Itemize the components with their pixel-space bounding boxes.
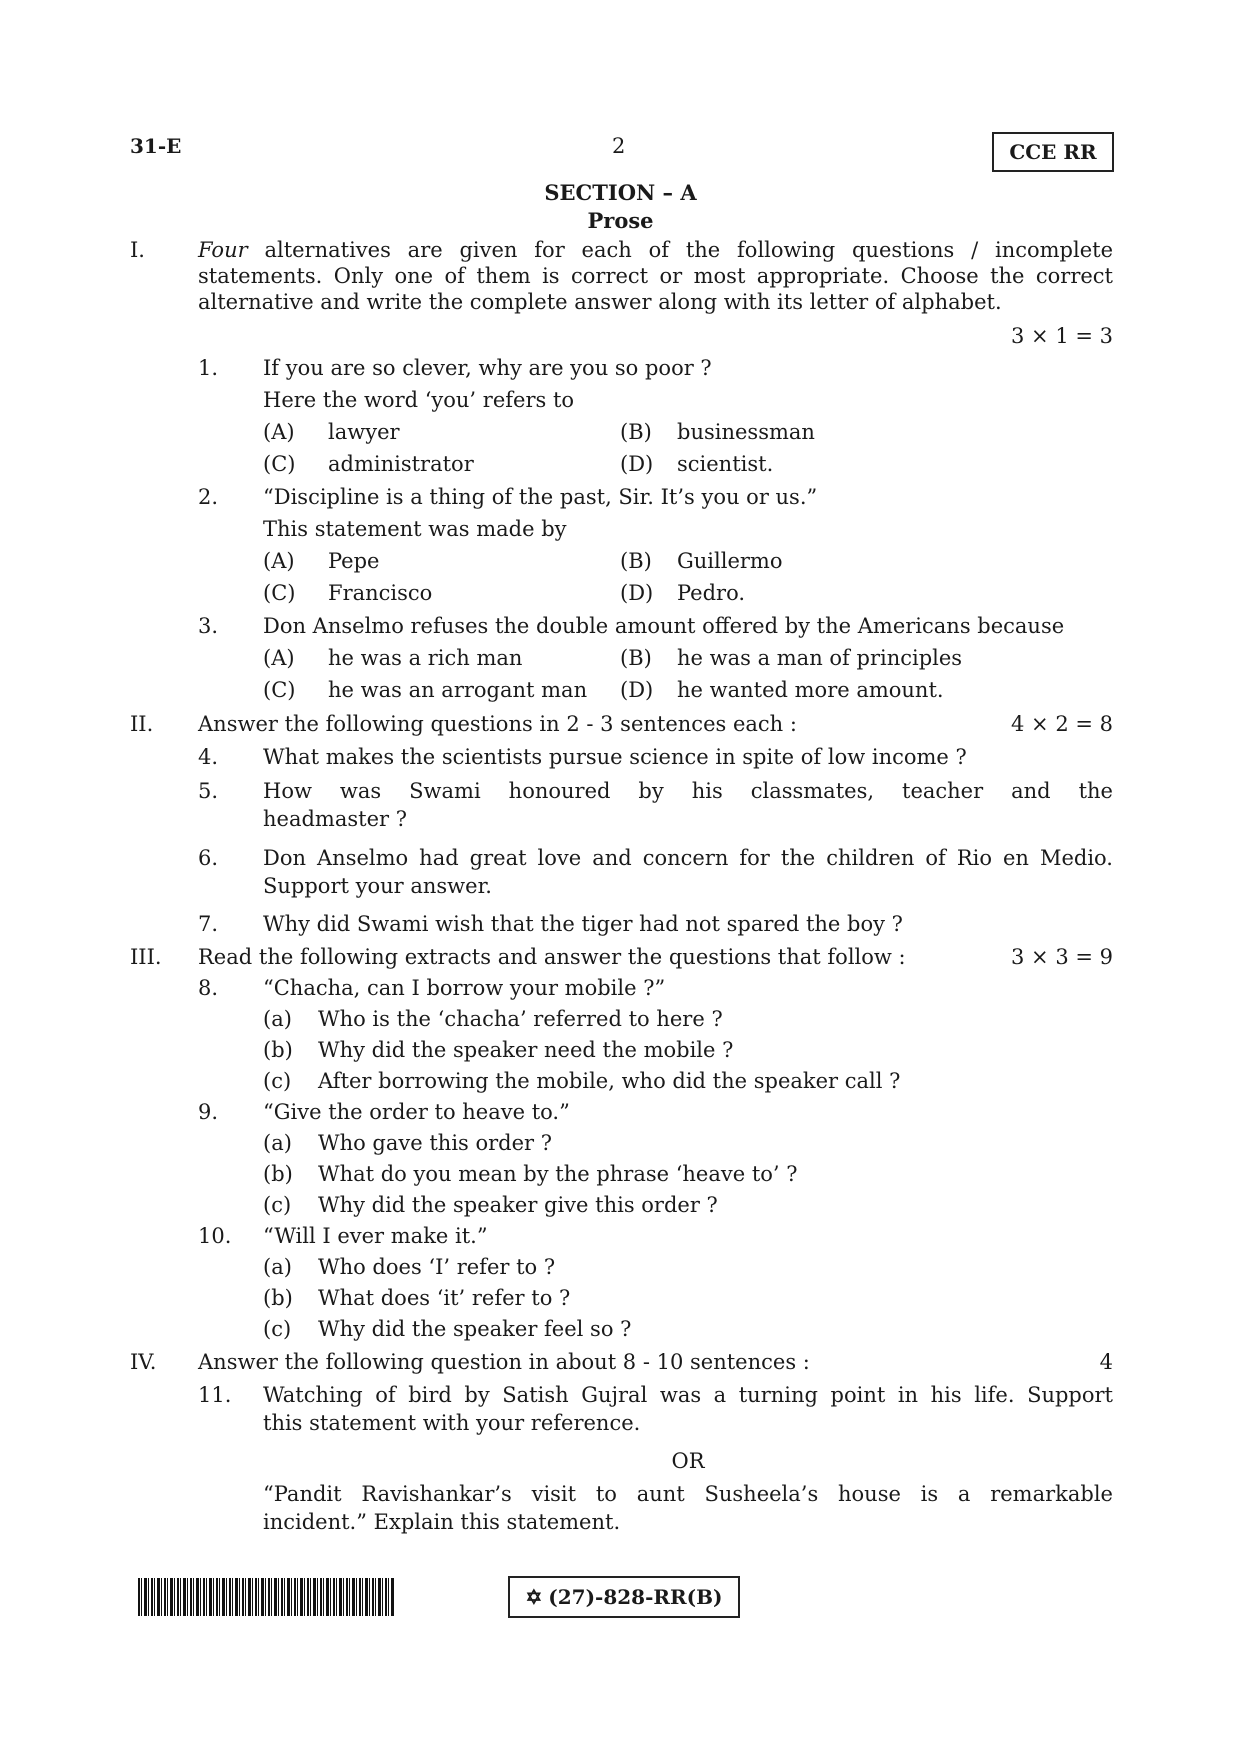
footer-code-box xyxy=(508,1576,740,1618)
question-text: “Discipline is a thing of the past, Sir. It’s you or us.” xyxy=(263,485,818,509)
option-text: Francisco xyxy=(328,581,433,605)
option-letter: (D) xyxy=(620,452,654,476)
option-text: he was a man of principles xyxy=(677,646,963,670)
sub-question: Why did the speaker feel so ? xyxy=(318,1317,632,1341)
star-of-david-icon: ✡ xyxy=(525,1585,543,1609)
option-text: lawyer xyxy=(328,420,400,444)
part4-roman: IV. xyxy=(130,1350,157,1374)
option-letter: (C) xyxy=(263,452,296,476)
option-letter: (A) xyxy=(263,420,295,444)
barcode xyxy=(138,1578,394,1616)
question-text xyxy=(263,779,1113,831)
sub-question: Who gave this order ? xyxy=(318,1131,553,1155)
question-text-line1: How was Swami honoured by his classmates, teacher and the xyxy=(263,779,1113,803)
question-number: 8. xyxy=(198,976,219,1000)
question-text-line2: This statement was made by xyxy=(263,517,567,541)
part3-roman: III. xyxy=(130,945,162,969)
question-text-line2: Here the word ‘you’ refers to xyxy=(263,388,575,412)
sub-question: Why did the speaker need the mobile ? xyxy=(318,1038,734,1062)
alternative-line1: “Pandit Ravishankar’s visit to aunt Susheela’s house is a remarkable xyxy=(263,1482,1113,1506)
option-letter: (C) xyxy=(263,678,296,702)
option-text: businessman xyxy=(677,420,815,444)
sub-question: What does ‘it’ refer to ? xyxy=(318,1286,571,1310)
question-number: 1. xyxy=(198,356,219,380)
or-label: OR xyxy=(671,1449,705,1473)
part3-instruction: Read the following extracts and answer the questions that follow : xyxy=(198,945,906,969)
question-number: 10. xyxy=(198,1224,232,1248)
sub-letter: (a) xyxy=(263,1255,292,1279)
extract-text: “Will I ever make it.” xyxy=(263,1224,488,1248)
section-subtitle: Prose xyxy=(587,208,654,233)
sub-question: What do you mean by the phrase ‘heave to’ ? xyxy=(318,1162,798,1186)
option-letter: (C) xyxy=(263,581,296,605)
part1-instruction-line3: alternative and write the complete answer along with its letter of alphabet. xyxy=(198,290,1002,314)
question-text: Why did Swami wish that the tiger had not spared the boy ? xyxy=(263,912,903,936)
sub-letter: (c) xyxy=(263,1317,292,1341)
option-text: Pepe xyxy=(328,549,380,573)
part2-roman: II. xyxy=(130,712,154,736)
sub-letter: (b) xyxy=(263,1286,293,1310)
question-number: 5. xyxy=(198,779,219,803)
alternative-question-text xyxy=(263,1482,1113,1534)
alternative-line2: incident.” Explain this statement. xyxy=(263,1510,621,1534)
sub-question: Who is the ‘chacha’ referred to here ? xyxy=(318,1007,723,1031)
part1-marks: 3 × 1 = 3 xyxy=(1011,324,1113,348)
sub-question: After borrowing the mobile, who did the speaker call ? xyxy=(318,1069,901,1093)
part2-marks: 4 × 2 = 8 xyxy=(1011,712,1113,736)
part1-instruction xyxy=(198,238,1113,314)
question-text xyxy=(263,846,1113,898)
part1-instruction-line1-text: alternatives are given for each of the following questions / incomplete xyxy=(247,238,1113,262)
question-text: What makes the scientists pursue science in spite of low income ? xyxy=(263,745,967,769)
sub-question: Why did the speaker give this order ? xyxy=(318,1193,718,1217)
part1-instruction-line1 xyxy=(198,238,1113,262)
part4-marks: 4 xyxy=(1099,1350,1113,1374)
extract-text: “Chacha, can I borrow your mobile ?” xyxy=(263,976,666,1000)
sub-letter: (b) xyxy=(263,1038,293,1062)
option-text: administrator xyxy=(328,452,474,476)
page-number: 2 xyxy=(612,134,626,158)
part1-instruction-line2: statements. Only one of them is correct or most appropriate. Choose the correct xyxy=(198,264,1113,288)
extract-text: “Give the order to heave to.” xyxy=(263,1100,570,1124)
option-letter: (A) xyxy=(263,549,295,573)
option-letter: (B) xyxy=(620,646,652,670)
part3-marks: 3 × 3 = 9 xyxy=(1011,945,1113,969)
question-text: Don Anselmo refuses the double amount offered by the Americans because xyxy=(263,614,1065,638)
option-letter: (B) xyxy=(620,549,652,573)
option-text: he was a rich man xyxy=(328,646,523,670)
sub-letter: (a) xyxy=(263,1007,292,1031)
question-number: 4. xyxy=(198,745,219,769)
sub-letter: (a) xyxy=(263,1131,292,1155)
question-text-line2: headmaster ? xyxy=(263,807,407,831)
option-letter: (A) xyxy=(263,646,295,670)
footer-code: (27)-828-RR(B) xyxy=(548,1585,723,1609)
question-number: 7. xyxy=(198,912,219,936)
question-text-line2: this statement with your reference. xyxy=(263,1411,641,1435)
question-text-line1: Watching of bird by Satish Gujral was a turning point in his life. Support xyxy=(263,1383,1113,1407)
part2-instruction: Answer the following questions in 2 - 3 sentences each : xyxy=(198,712,797,736)
part4-instruction: Answer the following question in about 8 - 10 sentences : xyxy=(198,1350,810,1374)
question-text-line1: Don Anselmo had great love and concern for the children of Rio en Medio. xyxy=(263,846,1113,870)
option-text: scientist. xyxy=(677,452,774,476)
option-letter: (B) xyxy=(620,420,652,444)
option-text: he wanted more amount. xyxy=(677,678,944,702)
sub-question: Who does ‘I’ refer to ? xyxy=(318,1255,556,1279)
option-letter: (D) xyxy=(620,581,654,605)
question-text: If you are so clever, why are you so poor ? xyxy=(263,356,712,380)
question-number: 9. xyxy=(198,1100,219,1124)
paper-code: 31-E xyxy=(130,134,182,158)
question-number: 6. xyxy=(198,846,219,870)
option-text: Pedro. xyxy=(677,581,746,605)
question-number: 2. xyxy=(198,485,219,509)
section-title: SECTION – A xyxy=(544,180,697,205)
option-text: Guillermo xyxy=(677,549,783,573)
question-text xyxy=(263,1383,1113,1435)
option-letter: (D) xyxy=(620,678,654,702)
question-number: 11. xyxy=(198,1383,232,1407)
part1-roman: I. xyxy=(130,238,145,262)
question-number: 3. xyxy=(198,614,219,638)
sub-letter: (c) xyxy=(263,1193,292,1217)
option-text: he was an arrogant man xyxy=(328,678,588,702)
sub-letter: (c) xyxy=(263,1069,292,1093)
cce-rr-box: CCE RR xyxy=(992,132,1114,172)
sub-letter: (b) xyxy=(263,1162,293,1186)
part1-instruction-italic: Four xyxy=(198,238,248,262)
question-text-line2: Support your answer. xyxy=(263,874,492,898)
